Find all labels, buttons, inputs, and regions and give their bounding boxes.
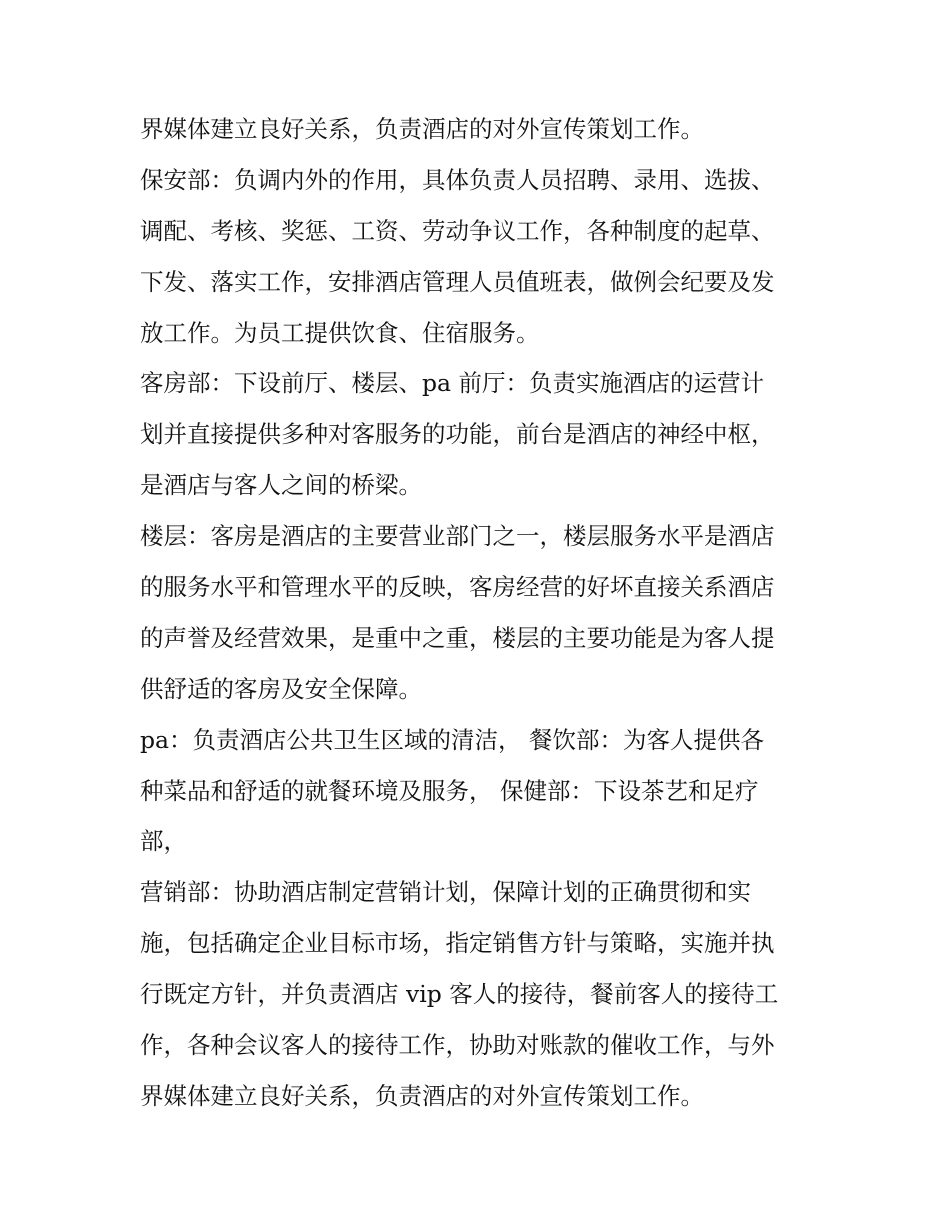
text-line: 营销部：协助酒店制定营销计划，保障计划的正确贯彻和实: [140, 878, 751, 907]
text-line: pa：负责酒店公共卫生区域的清洁， 餐饮部：为客人提供各: [140, 725, 765, 754]
text-line: 放工作。为员工提供饮食、住宿服务。: [140, 318, 540, 347]
text-line: 界媒体建立良好关系，负责酒店的对外宣传策划工作。: [140, 115, 704, 143]
text-line: 客房部：下设前厅、楼层、pa 前厅：负责实施酒店的运营计: [140, 369, 765, 398]
text-line: 部，: [140, 827, 187, 856]
text-line: 施，包括确定企业目标市场，指定销售方针与策略，实施并执: [140, 929, 775, 958]
text-line: 的服务水平和管理水平的反映，客房经营的好坏直接关系酒店: [140, 573, 775, 602]
text-line: 划并直接提供多种对客服务的功能，前台是酒店的神经中枢，: [140, 420, 775, 449]
text-line: 的声誉及经营效果，是重中之重，楼层的主要功能是为客人提: [140, 623, 775, 652]
text-line: 是酒店与客人之间的桥梁。: [140, 471, 422, 500]
text-line: 保安部：负调内外的作用，具体负责人员招聘、录用、选拔、: [140, 165, 775, 194]
document-body: [140, 104, 830, 1122]
text-line: 下发、落实工作，安排酒店管理人员值班表，做例会纪要及发: [140, 267, 775, 296]
text-line: 界媒体建立良好关系，负责酒店的对外宣传策划工作。: [140, 1081, 704, 1110]
text-line: 楼层：客房是酒店的主要营业部门之一，楼层服务水平是酒店: [140, 522, 775, 551]
text-line: 作，各种会议客人的接待工作，协助对账款的催收工作，与外: [140, 1031, 775, 1060]
text-line: 种菜品和舒适的就餐环境及服务， 保健部：下设茶艺和足疗: [140, 776, 759, 805]
text-line: 供舒适的客房及安全保障。: [140, 674, 422, 703]
text-line: 行既定方针，并负责酒店 vip 客人的接待，餐前客人的接待工: [140, 980, 779, 1009]
text-line: 调配、考核、奖惩、工资、劳动争议工作，各种制度的起草、: [140, 216, 775, 245]
